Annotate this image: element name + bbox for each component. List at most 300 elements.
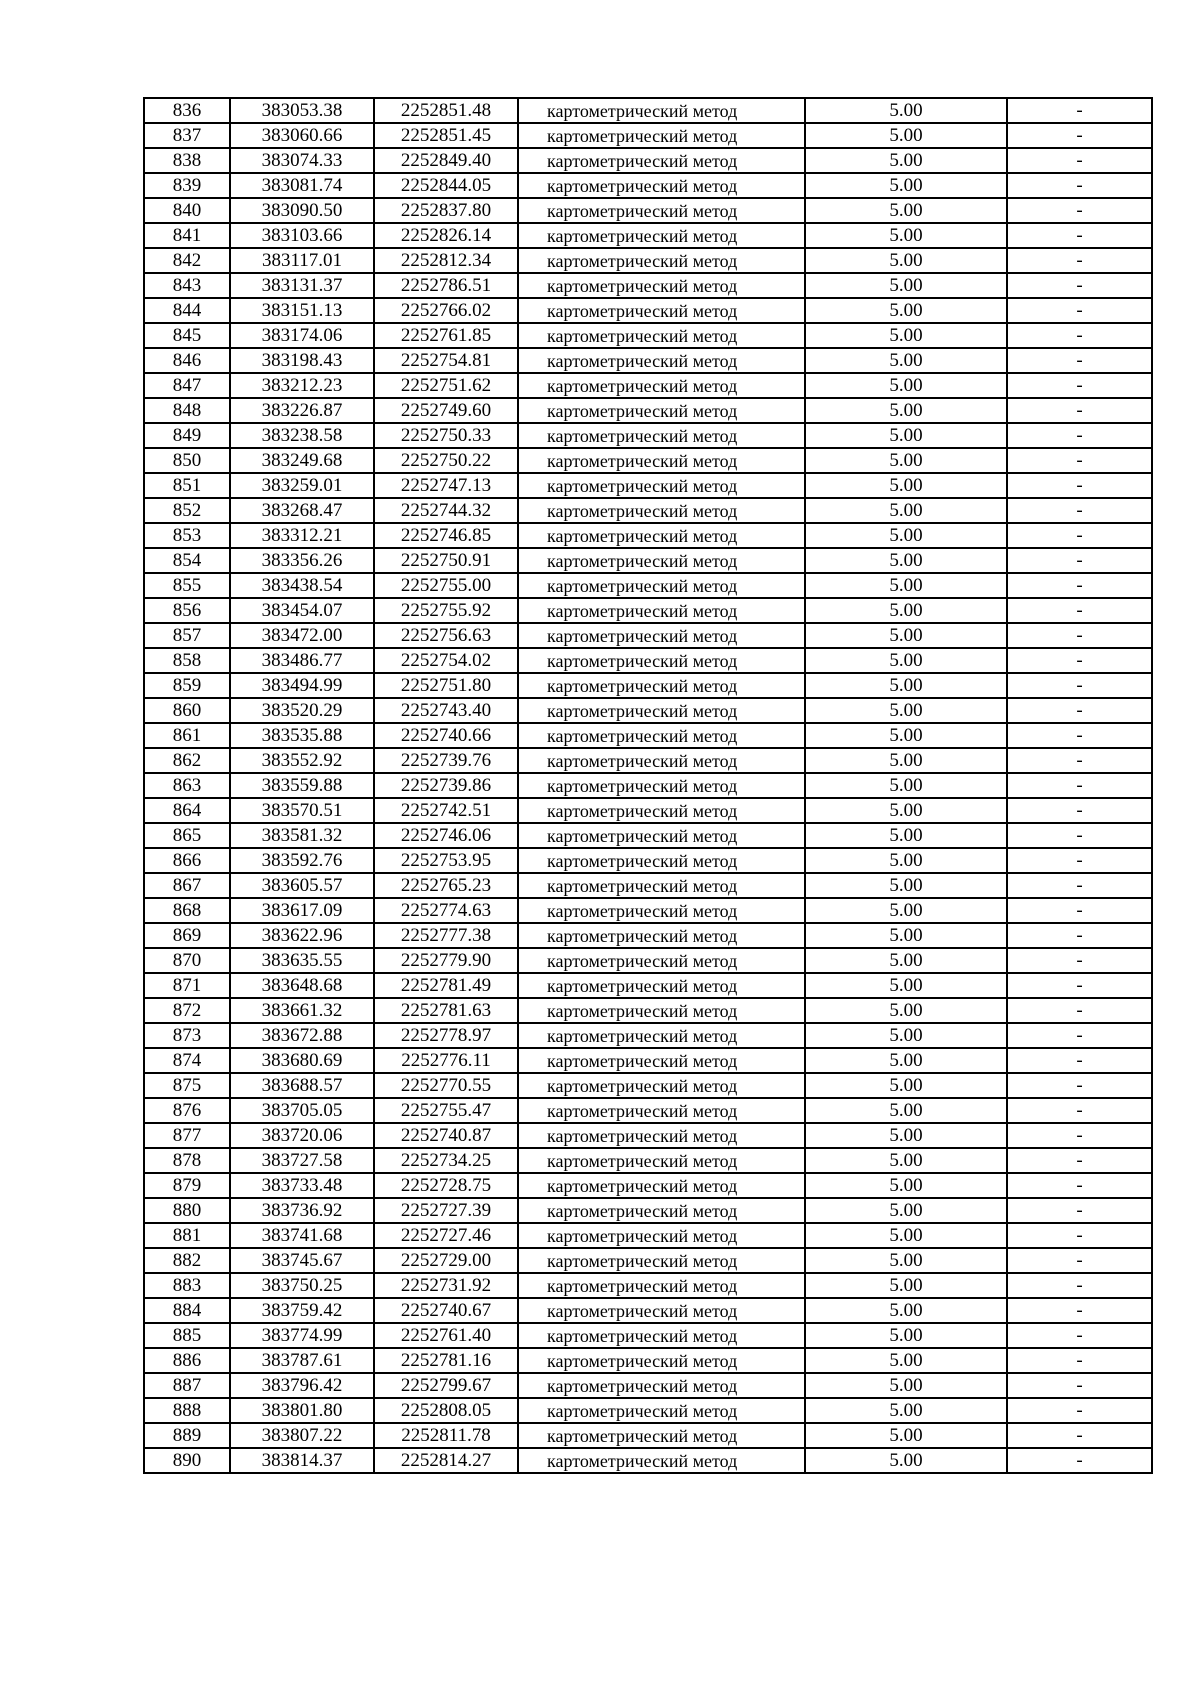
note-cell: -	[1007, 423, 1152, 448]
note-cell: -	[1007, 298, 1152, 323]
note-cell: -	[1007, 448, 1152, 473]
method-cell: картометрический метод	[518, 1124, 805, 1149]
y-coordinate-cell: 2252751.80	[374, 673, 518, 698]
y-coordinate-cell: 2252811.78	[374, 1423, 518, 1448]
y-coordinate-cell: 2252749.60	[374, 398, 518, 423]
table-row	[144, 1373, 1152, 1398]
accuracy-cell: 5.00	[805, 1123, 1007, 1148]
table-row	[144, 798, 1152, 823]
point-number-cell: 879	[144, 1173, 230, 1198]
table-row	[144, 423, 1152, 448]
x-coordinate-cell: 383552.92	[230, 748, 374, 773]
accuracy-cell: 5.00	[805, 548, 1007, 573]
note-cell: -	[1007, 623, 1152, 648]
x-coordinate-cell: 383151.13	[230, 298, 374, 323]
point-number-cell: 846	[144, 348, 230, 373]
note-cell: -	[1007, 998, 1152, 1023]
x-coordinate-cell: 383060.66	[230, 123, 374, 148]
table-row	[144, 748, 1152, 773]
accuracy-cell: 5.00	[805, 123, 1007, 148]
x-coordinate-cell: 383688.57	[230, 1073, 374, 1098]
y-coordinate-cell: 2252742.51	[374, 798, 518, 823]
y-coordinate-cell: 2252740.87	[374, 1123, 518, 1148]
note-cell: -	[1007, 523, 1152, 548]
table-row	[144, 898, 1152, 923]
table-body	[144, 98, 1152, 1473]
accuracy-cell: 5.00	[805, 973, 1007, 998]
note-cell: -	[1007, 673, 1152, 698]
point-number-cell: 857	[144, 623, 230, 648]
point-number-cell: 863	[144, 773, 230, 798]
method-cell: картометрический метод	[518, 749, 805, 774]
table-row	[144, 323, 1152, 348]
table-row	[144, 1148, 1152, 1173]
x-coordinate-cell: 383807.22	[230, 1423, 374, 1448]
note-cell: -	[1007, 1423, 1152, 1448]
note-cell: -	[1007, 948, 1152, 973]
table-row	[144, 823, 1152, 848]
y-coordinate-cell: 2252781.49	[374, 973, 518, 998]
y-coordinate-cell: 2252731.92	[374, 1273, 518, 1298]
accuracy-cell: 5.00	[805, 848, 1007, 873]
y-coordinate-cell: 2252753.95	[374, 848, 518, 873]
x-coordinate-cell: 383705.05	[230, 1098, 374, 1123]
x-coordinate-cell: 383238.58	[230, 423, 374, 448]
note-cell: -	[1007, 848, 1152, 873]
table-row	[144, 773, 1152, 798]
note-cell: -	[1007, 223, 1152, 248]
point-number-cell: 858	[144, 648, 230, 673]
method-cell: картометрический метод	[518, 724, 805, 749]
method-cell: картометрический метод	[518, 449, 805, 474]
point-number-cell: 874	[144, 1048, 230, 1073]
table-row	[144, 448, 1152, 473]
accuracy-cell: 5.00	[805, 98, 1007, 123]
method-cell: картометрический метод	[518, 674, 805, 699]
method-cell: картометрический метод	[518, 299, 805, 324]
x-coordinate-cell: 383212.23	[230, 373, 374, 398]
method-cell: картометрический метод	[518, 374, 805, 399]
point-number-cell: 869	[144, 923, 230, 948]
y-coordinate-cell: 2252728.75	[374, 1173, 518, 1198]
point-number-cell: 886	[144, 1348, 230, 1373]
x-coordinate-cell: 383787.61	[230, 1348, 374, 1373]
method-cell: картометрический метод	[518, 1024, 805, 1049]
accuracy-cell: 5.00	[805, 598, 1007, 623]
x-coordinate-cell: 383672.88	[230, 1023, 374, 1048]
y-coordinate-cell: 2252826.14	[374, 223, 518, 248]
accuracy-cell: 5.00	[805, 1173, 1007, 1198]
method-cell: картометрический метод	[518, 1224, 805, 1249]
y-coordinate-cell: 2252754.81	[374, 348, 518, 373]
y-coordinate-cell: 2252812.34	[374, 248, 518, 273]
table-row	[144, 1048, 1152, 1073]
x-coordinate-cell: 383103.66	[230, 223, 374, 248]
y-coordinate-cell: 2252799.67	[374, 1373, 518, 1398]
y-coordinate-cell: 2252755.00	[374, 573, 518, 598]
point-number-cell: 876	[144, 1098, 230, 1123]
x-coordinate-cell: 383661.32	[230, 998, 374, 1023]
x-coordinate-cell: 383727.58	[230, 1148, 374, 1173]
point-number-cell: 842	[144, 248, 230, 273]
note-cell: -	[1007, 173, 1152, 198]
accuracy-cell: 5.00	[805, 1373, 1007, 1398]
note-cell: -	[1007, 1223, 1152, 1248]
x-coordinate-cell: 383801.80	[230, 1398, 374, 1423]
method-cell: картометрический метод	[518, 1174, 805, 1199]
accuracy-cell: 5.00	[805, 1423, 1007, 1448]
y-coordinate-cell: 2252746.85	[374, 523, 518, 548]
accuracy-cell: 5.00	[805, 1098, 1007, 1123]
method-cell: картометрический метод	[518, 199, 805, 224]
table-row	[144, 1248, 1152, 1273]
x-coordinate-cell: 383117.01	[230, 248, 374, 273]
method-cell: картометрический метод	[518, 324, 805, 349]
y-coordinate-cell: 2252766.02	[374, 298, 518, 323]
note-cell: -	[1007, 1348, 1152, 1373]
note-cell: -	[1007, 898, 1152, 923]
table-row	[144, 1448, 1152, 1473]
point-number-cell: 852	[144, 498, 230, 523]
point-number-cell: 884	[144, 1298, 230, 1323]
table-row	[144, 98, 1152, 123]
point-number-cell: 860	[144, 698, 230, 723]
note-cell: -	[1007, 373, 1152, 398]
x-coordinate-cell: 383081.74	[230, 173, 374, 198]
table-row	[144, 1023, 1152, 1048]
point-number-cell: 855	[144, 573, 230, 598]
table-row	[144, 573, 1152, 598]
accuracy-cell: 5.00	[805, 823, 1007, 848]
table-row	[144, 598, 1152, 623]
method-cell: картометрический метод	[518, 849, 805, 874]
method-cell: картометрический метод	[518, 1099, 805, 1124]
x-coordinate-cell: 383592.76	[230, 848, 374, 873]
accuracy-cell: 5.00	[805, 1298, 1007, 1323]
accuracy-cell: 5.00	[805, 248, 1007, 273]
accuracy-cell: 5.00	[805, 1248, 1007, 1273]
point-number-cell: 866	[144, 848, 230, 873]
table-row	[144, 123, 1152, 148]
y-coordinate-cell: 2252751.62	[374, 373, 518, 398]
note-cell: -	[1007, 923, 1152, 948]
y-coordinate-cell: 2252778.97	[374, 1023, 518, 1048]
table-row	[144, 398, 1152, 423]
method-cell: картометрический метод	[518, 174, 805, 199]
y-coordinate-cell: 2252754.02	[374, 648, 518, 673]
x-coordinate-cell: 383074.33	[230, 148, 374, 173]
point-number-cell: 882	[144, 1248, 230, 1273]
table-row	[144, 1298, 1152, 1323]
accuracy-cell: 5.00	[805, 798, 1007, 823]
y-coordinate-cell: 2252844.05	[374, 173, 518, 198]
accuracy-cell: 5.00	[805, 1348, 1007, 1373]
table-row	[144, 523, 1152, 548]
table-row	[144, 198, 1152, 223]
point-number-cell: 883	[144, 1273, 230, 1298]
accuracy-cell: 5.00	[805, 1148, 1007, 1173]
point-number-cell: 889	[144, 1423, 230, 1448]
table-row	[144, 1223, 1152, 1248]
accuracy-cell: 5.00	[805, 923, 1007, 948]
y-coordinate-cell: 2252727.46	[374, 1223, 518, 1248]
method-cell: картометрический метод	[518, 1149, 805, 1174]
accuracy-cell: 5.00	[805, 523, 1007, 548]
accuracy-cell: 5.00	[805, 1398, 1007, 1423]
note-cell: -	[1007, 98, 1152, 123]
x-coordinate-cell: 383581.32	[230, 823, 374, 848]
point-number-cell: 856	[144, 598, 230, 623]
method-cell: картометрический метод	[518, 1249, 805, 1274]
note-cell: -	[1007, 1123, 1152, 1148]
y-coordinate-cell: 2252750.22	[374, 448, 518, 473]
x-coordinate-cell: 383814.37	[230, 1448, 374, 1473]
y-coordinate-cell: 2252747.13	[374, 473, 518, 498]
method-cell: картометрический метод	[518, 474, 805, 499]
method-cell: картометрический метод	[518, 699, 805, 724]
point-number-cell: 840	[144, 198, 230, 223]
method-cell: картометрический метод	[518, 774, 805, 799]
method-cell: картометрический метод	[518, 624, 805, 649]
point-number-cell: 878	[144, 1148, 230, 1173]
point-number-cell: 859	[144, 673, 230, 698]
y-coordinate-cell: 2252755.92	[374, 598, 518, 623]
method-cell: картометрический метод	[518, 949, 805, 974]
x-coordinate-cell: 383356.26	[230, 548, 374, 573]
method-cell: картометрический метод	[518, 1199, 805, 1224]
table-row	[144, 698, 1152, 723]
accuracy-cell: 5.00	[805, 648, 1007, 673]
table-row	[144, 673, 1152, 698]
accuracy-cell: 5.00	[805, 223, 1007, 248]
point-number-cell: 865	[144, 823, 230, 848]
note-cell: -	[1007, 698, 1152, 723]
method-cell: картометрический метод	[518, 1049, 805, 1074]
point-number-cell: 854	[144, 548, 230, 573]
point-number-cell: 873	[144, 1023, 230, 1048]
y-coordinate-cell: 2252765.23	[374, 873, 518, 898]
note-cell: -	[1007, 598, 1152, 623]
method-cell: картометрический метод	[518, 99, 805, 124]
table-row	[144, 548, 1152, 573]
method-cell: картометрический метод	[518, 549, 805, 574]
note-cell: -	[1007, 1023, 1152, 1048]
x-coordinate-cell: 383720.06	[230, 1123, 374, 1148]
method-cell: картометрический метод	[518, 1074, 805, 1099]
table-row	[144, 348, 1152, 373]
point-number-cell: 870	[144, 948, 230, 973]
note-cell: -	[1007, 498, 1152, 523]
method-cell: картометрический метод	[518, 124, 805, 149]
y-coordinate-cell: 2252734.25	[374, 1148, 518, 1173]
y-coordinate-cell: 2252750.33	[374, 423, 518, 448]
x-coordinate-cell: 383680.69	[230, 1048, 374, 1073]
table-row	[144, 498, 1152, 523]
y-coordinate-cell: 2252770.55	[374, 1073, 518, 1098]
accuracy-cell: 5.00	[805, 173, 1007, 198]
method-cell: картометрический метод	[518, 224, 805, 249]
x-coordinate-cell: 383454.07	[230, 598, 374, 623]
method-cell: картометрический метод	[518, 1449, 805, 1474]
accuracy-cell: 5.00	[805, 873, 1007, 898]
coordinates-table	[143, 97, 1153, 1474]
table-row	[144, 148, 1152, 173]
point-number-cell: 868	[144, 898, 230, 923]
y-coordinate-cell: 2252743.40	[374, 698, 518, 723]
x-coordinate-cell: 383559.88	[230, 773, 374, 798]
method-cell: картометрический метод	[518, 974, 805, 999]
note-cell: -	[1007, 348, 1152, 373]
note-cell: -	[1007, 873, 1152, 898]
point-number-cell: 853	[144, 523, 230, 548]
note-cell: -	[1007, 398, 1152, 423]
note-cell: -	[1007, 648, 1152, 673]
note-cell: -	[1007, 723, 1152, 748]
y-coordinate-cell: 2252727.39	[374, 1198, 518, 1223]
accuracy-cell: 5.00	[805, 423, 1007, 448]
method-cell: картометрический метод	[518, 499, 805, 524]
x-coordinate-cell: 383312.21	[230, 523, 374, 548]
point-number-cell: 861	[144, 723, 230, 748]
table-row	[144, 1398, 1152, 1423]
note-cell: -	[1007, 1248, 1152, 1273]
table-row	[144, 973, 1152, 998]
method-cell: картометрический метод	[518, 1274, 805, 1299]
table-row	[144, 1098, 1152, 1123]
method-cell: картометрический метод	[518, 1399, 805, 1424]
note-cell: -	[1007, 773, 1152, 798]
x-coordinate-cell: 383605.57	[230, 873, 374, 898]
note-cell: -	[1007, 1173, 1152, 1198]
point-number-cell: 836	[144, 98, 230, 123]
x-coordinate-cell: 383736.92	[230, 1198, 374, 1223]
table-row	[144, 948, 1152, 973]
method-cell: картометрический метод	[518, 874, 805, 899]
note-cell: -	[1007, 123, 1152, 148]
accuracy-cell: 5.00	[805, 298, 1007, 323]
accuracy-cell: 5.00	[805, 698, 1007, 723]
y-coordinate-cell: 2252849.40	[374, 148, 518, 173]
accuracy-cell: 5.00	[805, 748, 1007, 773]
x-coordinate-cell: 383198.43	[230, 348, 374, 373]
x-coordinate-cell: 383226.87	[230, 398, 374, 423]
x-coordinate-cell: 383131.37	[230, 273, 374, 298]
x-coordinate-cell: 383520.29	[230, 698, 374, 723]
point-number-cell: 872	[144, 998, 230, 1023]
method-cell: картометрический метод	[518, 424, 805, 449]
point-number-cell: 887	[144, 1373, 230, 1398]
accuracy-cell: 5.00	[805, 573, 1007, 598]
x-coordinate-cell: 383249.68	[230, 448, 374, 473]
y-coordinate-cell: 2252761.85	[374, 323, 518, 348]
note-cell: -	[1007, 1048, 1152, 1073]
y-coordinate-cell: 2252774.63	[374, 898, 518, 923]
method-cell: картометрический метод	[518, 1424, 805, 1449]
x-coordinate-cell: 383648.68	[230, 973, 374, 998]
accuracy-cell: 5.00	[805, 773, 1007, 798]
x-coordinate-cell: 383268.47	[230, 498, 374, 523]
method-cell: картометрический метод	[518, 1349, 805, 1374]
accuracy-cell: 5.00	[805, 1198, 1007, 1223]
method-cell: картометрический метод	[518, 999, 805, 1024]
table-row	[144, 1123, 1152, 1148]
table-row	[144, 848, 1152, 873]
point-number-cell: 848	[144, 398, 230, 423]
y-coordinate-cell: 2252744.32	[374, 498, 518, 523]
method-cell: картометрический метод	[518, 924, 805, 949]
method-cell: картометрический метод	[518, 1324, 805, 1349]
y-coordinate-cell: 2252776.11	[374, 1048, 518, 1073]
note-cell: -	[1007, 1298, 1152, 1323]
y-coordinate-cell: 2252851.45	[374, 123, 518, 148]
note-cell: -	[1007, 1198, 1152, 1223]
note-cell: -	[1007, 198, 1152, 223]
y-coordinate-cell: 2252756.63	[374, 623, 518, 648]
x-coordinate-cell: 383622.96	[230, 923, 374, 948]
accuracy-cell: 5.00	[805, 1023, 1007, 1048]
note-cell: -	[1007, 1148, 1152, 1173]
x-coordinate-cell: 383494.99	[230, 673, 374, 698]
x-coordinate-cell: 383486.77	[230, 648, 374, 673]
point-number-cell: 888	[144, 1398, 230, 1423]
method-cell: картометрический метод	[518, 649, 805, 674]
x-coordinate-cell: 383570.51	[230, 798, 374, 823]
x-coordinate-cell: 383535.88	[230, 723, 374, 748]
y-coordinate-cell: 2252729.00	[374, 1248, 518, 1273]
y-coordinate-cell: 2252851.48	[374, 98, 518, 123]
accuracy-cell: 5.00	[805, 948, 1007, 973]
accuracy-cell: 5.00	[805, 498, 1007, 523]
y-coordinate-cell: 2252786.51	[374, 273, 518, 298]
table-row	[144, 1348, 1152, 1373]
note-cell: -	[1007, 823, 1152, 848]
point-number-cell: 871	[144, 973, 230, 998]
x-coordinate-cell: 383090.50	[230, 198, 374, 223]
table-row	[144, 873, 1152, 898]
table-row	[144, 1173, 1152, 1198]
method-cell: картометрический метод	[518, 799, 805, 824]
method-cell: картометрический метод	[518, 349, 805, 374]
y-coordinate-cell: 2252739.76	[374, 748, 518, 773]
method-cell: картометрический метод	[518, 599, 805, 624]
accuracy-cell: 5.00	[805, 323, 1007, 348]
note-cell: -	[1007, 973, 1152, 998]
point-number-cell: 845	[144, 323, 230, 348]
point-number-cell: 877	[144, 1123, 230, 1148]
note-cell: -	[1007, 273, 1152, 298]
method-cell: картометрический метод	[518, 1374, 805, 1399]
accuracy-cell: 5.00	[805, 373, 1007, 398]
table-row	[144, 923, 1152, 948]
y-coordinate-cell: 2252837.80	[374, 198, 518, 223]
note-cell: -	[1007, 323, 1152, 348]
note-cell: -	[1007, 548, 1152, 573]
table-row	[144, 223, 1152, 248]
accuracy-cell: 5.00	[805, 1073, 1007, 1098]
accuracy-cell: 5.00	[805, 398, 1007, 423]
point-number-cell: 841	[144, 223, 230, 248]
note-cell: -	[1007, 1398, 1152, 1423]
x-coordinate-cell: 383759.42	[230, 1298, 374, 1323]
point-number-cell: 847	[144, 373, 230, 398]
y-coordinate-cell: 2252777.38	[374, 923, 518, 948]
y-coordinate-cell: 2252781.63	[374, 998, 518, 1023]
table-row	[144, 723, 1152, 748]
y-coordinate-cell: 2252739.86	[374, 773, 518, 798]
point-number-cell: 851	[144, 473, 230, 498]
note-cell: -	[1007, 573, 1152, 598]
table-row	[144, 1198, 1152, 1223]
